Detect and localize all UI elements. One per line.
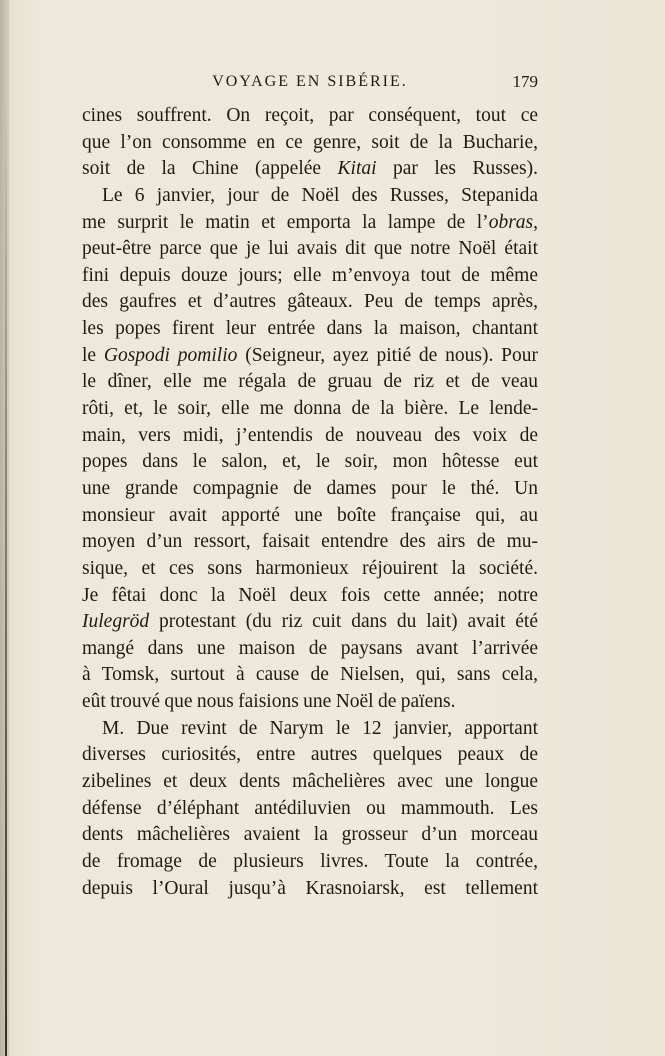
text-line-9: les popes firent leur entrée dans la maison, chantant bbox=[82, 318, 538, 340]
text-line-3-after: par les Russes). bbox=[376, 158, 539, 180]
text-line-7: fini depuis douze jours; elle m’envoya tout de même bbox=[82, 264, 538, 286]
text-line-15: une grande compagnie de dames pour le thé. Un bbox=[82, 477, 538, 499]
text-line-2: que l’on consomme en ce genre, soit de la Bucharie, bbox=[82, 131, 538, 153]
text-line-5-after: , bbox=[533, 211, 538, 233]
text-line-16: monsieur avait apporté une boîte française qui, au bbox=[82, 504, 538, 526]
paragraph-3-start: M. Due revint de Narym le 12 janvier, apportant bbox=[102, 717, 538, 739]
italic-iulegrod: Iulegröd bbox=[82, 611, 150, 633]
body-text bbox=[82, 103, 538, 902]
text-line-22: à Tomsk, surtout à cause de Nielsen, qui, sans cela, bbox=[82, 664, 538, 686]
text-line-6: peut-être parce que je lui avais dit que notre Noël était bbox=[82, 238, 538, 260]
text-line-29: de fromage de plusieurs livres. Toute la contrée, bbox=[82, 850, 538, 872]
text-line-21: mangé dans une maison de paysans avant l’arrivée bbox=[82, 637, 538, 659]
text-line-20 bbox=[82, 609, 538, 636]
italic-gospodi-pomilio: Gospodi pomilio bbox=[103, 344, 238, 366]
text-line-8: des gaufres et d’autres gâteaux. Peu de temps après, bbox=[82, 291, 538, 313]
text-line-28: dents mâchelières avaient la grosseur d’un morceau bbox=[82, 824, 538, 846]
text-line-12: rôti, et, le soir, elle me donna de la bière. Le lende- bbox=[82, 398, 538, 420]
italic-obras: obras bbox=[488, 211, 534, 233]
text-line-17: moyen d’un ressort, faisait entendre des airs de mu- bbox=[82, 531, 538, 553]
text-line-13: main, vers midi, j’entendis de nouveau des voix de bbox=[82, 424, 538, 446]
text-line-14: popes dans le salon, et, le soir, mon hôtesse eut bbox=[82, 451, 538, 473]
running-title: VOYAGE EN SIBÉRIE. bbox=[212, 73, 408, 90]
text-line-20-after: protestant (du riz cuit dans du lait) avait été bbox=[149, 611, 538, 633]
text-line-1: cines souffrent. On reçoit, par conséquent, tout ce bbox=[82, 105, 538, 126]
text-line-23: eût trouvé que nous faisions une Noël de païens. bbox=[82, 691, 456, 713]
text-line-27: défense d’éléphant antédiluvien ou mammouth. Les bbox=[82, 797, 538, 819]
binding-shadow-line bbox=[5, 100, 7, 1056]
text-line-25: diverses curiosités, entre autres quelques peaux de bbox=[82, 744, 538, 766]
text-line-5-before: me surprit le matin et emporta la lampe de l’ bbox=[82, 211, 489, 233]
text-line-10-before: le bbox=[82, 344, 104, 366]
text-line-3 bbox=[82, 156, 538, 183]
text-line-30: depuis l’Oural jusqu’à Krasnoiarsk, est tellement bbox=[82, 877, 538, 899]
page-number: 179 bbox=[512, 72, 538, 91]
text-line-10 bbox=[82, 343, 538, 370]
running-head bbox=[82, 70, 538, 94]
text-line-11: le dîner, elle me régala de gruau de riz et de veau bbox=[82, 371, 538, 393]
text-line-19: Je fêtai donc la Noël deux fois cette année; notre bbox=[82, 584, 538, 606]
text-line-26: zibelines et deux dents mâchelières avec une longue bbox=[82, 771, 538, 793]
text-line-18: sique, et ces sons harmonieux réjouirent la société. bbox=[82, 557, 538, 579]
italic-kitai: Kitai bbox=[337, 158, 377, 180]
text-line-3-before: soit de la Chine (appelée bbox=[82, 158, 338, 180]
paragraph-2-start: Le 6 janvier, jour de Noël des Russes, Stepanida bbox=[102, 184, 538, 206]
text-line-5 bbox=[82, 210, 538, 237]
text-line-10-after: (Seigneur, ayez pitié de nous). Pour bbox=[237, 344, 538, 366]
